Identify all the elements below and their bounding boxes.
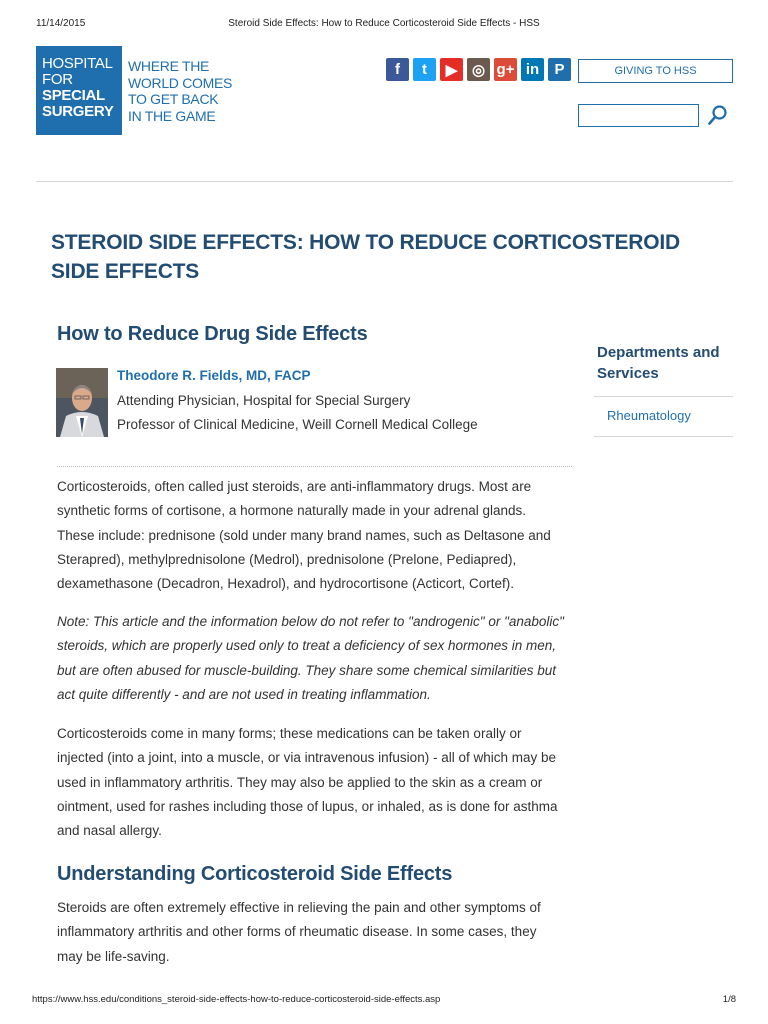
page-title-line: STEROID SIDE EFFECTS: HOW TO REDUCE CORTICOSTEROID <box>51 231 680 254</box>
text-line: used in inflammatory arthritis. They may also be applied to the skin as a cream or <box>57 774 543 790</box>
print-footer <box>0 994 768 1008</box>
page-title-line: SIDE EFFECTS <box>51 260 200 283</box>
paragraph-effective <box>57 896 575 969</box>
section-title-reduce: How to Reduce Drug Side Effects <box>57 323 368 345</box>
logo-line: SURGERY <box>42 103 114 120</box>
hss-logo[interactable] <box>36 46 122 135</box>
tagline <box>128 58 248 124</box>
text-line: These include: prednisone (sold under many brand names, such as Deltasone and <box>57 527 551 543</box>
search-icon[interactable] <box>707 104 729 126</box>
tagline-line: WHERE THE <box>128 58 210 74</box>
google-plus-icon[interactable]: g+ <box>494 58 517 81</box>
tagline-line: IN THE GAME <box>128 107 216 124</box>
text-line: Steroids are often extremely effective in relieving the pain and other symptoms of <box>57 900 541 915</box>
pinterest-icon[interactable]: P <box>548 58 571 81</box>
social-links <box>386 58 571 81</box>
page-title <box>51 228 731 286</box>
print-title: Steroid Side Effects: How to Reduce Corticosteroid Side Effects - HSS <box>228 18 540 29</box>
text-line: steroids, which are properly used only to treat a deficiency of sex hormones in men, <box>57 638 556 654</box>
text-line: act quite differently - and are not used in treating inflammation. <box>57 686 431 702</box>
paragraph-intro <box>57 475 575 596</box>
section-title-understanding: Understanding Corticosteroid Side Effects <box>57 863 453 885</box>
search-input[interactable] <box>578 104 699 127</box>
text-line: may be life-saving. <box>57 948 170 964</box>
sidebar-divider <box>594 396 733 397</box>
sidebar-heading <box>597 343 737 384</box>
text-line: synthetic forms of cortisone, a hormone naturally made in your adrenal glands. <box>57 503 526 519</box>
text-line: and nasal allergy. <box>57 823 162 839</box>
sidebar-heading-line: Services <box>597 364 659 382</box>
logo-line: FOR <box>42 71 73 88</box>
print-page-number: 1/8 <box>722 994 736 1005</box>
text-line: but are often abused for muscle-building. They share some chemical similarities but <box>57 662 556 678</box>
author-separator <box>57 466 572 467</box>
author-portrait <box>56 368 108 437</box>
text-line: ointment, used for rashes including those of lupus, or inhaled, as is done for asthma <box>57 798 558 814</box>
sidebar-heading-line: Departments and <box>597 344 720 361</box>
paragraph-forms <box>57 722 575 843</box>
header-divider <box>36 181 733 182</box>
tagline-line: TO GET BACK <box>128 91 219 107</box>
logo-line: SPECIAL <box>42 87 105 104</box>
text-line: injected (into a joint, into a muscle, or via intravenous infusion) - all of which may be <box>57 750 556 766</box>
text-line: Sterapred), methylprednisolone (Medrol), prednisolone (Prelone, Pediapred), <box>57 551 517 567</box>
print-date: 11/14/2015 <box>36 18 86 29</box>
tagline-line: WORLD COMES <box>128 74 233 91</box>
print-url: https://www.hss.edu/conditions_steroid-side-effects-how-to-reduce-corticosteroid-side-effects.asp <box>32 994 441 1005</box>
linkedin-icon[interactable]: in <box>521 58 544 81</box>
facebook-icon[interactable]: f <box>386 58 409 81</box>
text-line: Corticosteroids come in many forms; these medications can be taken orally or <box>57 726 522 741</box>
text-line: dexamethasone (Decadron, Hexadrol), and hydrocortisone (Acticort, Cortef). <box>57 576 514 592</box>
sidebar-divider <box>594 436 733 437</box>
print-header <box>0 18 768 32</box>
author-role: Professor of Clinical Medicine, Weill Cornell Medical College <box>117 417 478 432</box>
giving-to-hss-button[interactable]: GIVING TO HSS <box>578 59 733 83</box>
logo-line: HOSPITAL <box>42 55 113 72</box>
author-photo <box>56 368 108 437</box>
text-line: Note: This article and the information below do not refer to "androgenic" or "anabolic" <box>57 614 564 629</box>
text-line: inflammatory arthritis and other forms of rheumatic disease. In some cases, they <box>57 924 537 940</box>
author-name[interactable]: Theodore R. Fields, MD, FACP <box>117 368 311 383</box>
paragraph-note <box>57 610 575 707</box>
author-role: Attending Physician, Hospital for Special Surgery <box>117 393 411 408</box>
youtube-icon[interactable]: ▶ <box>440 58 463 81</box>
sidebar-item-rheumatology[interactable]: Rheumatology <box>607 408 691 423</box>
text-line: Corticosteroids, often called just steroids, are anti-inflammatory drugs. Most are <box>57 479 532 494</box>
twitter-icon[interactable]: t <box>413 58 436 81</box>
instagram-icon[interactable]: ◎ <box>467 58 490 81</box>
